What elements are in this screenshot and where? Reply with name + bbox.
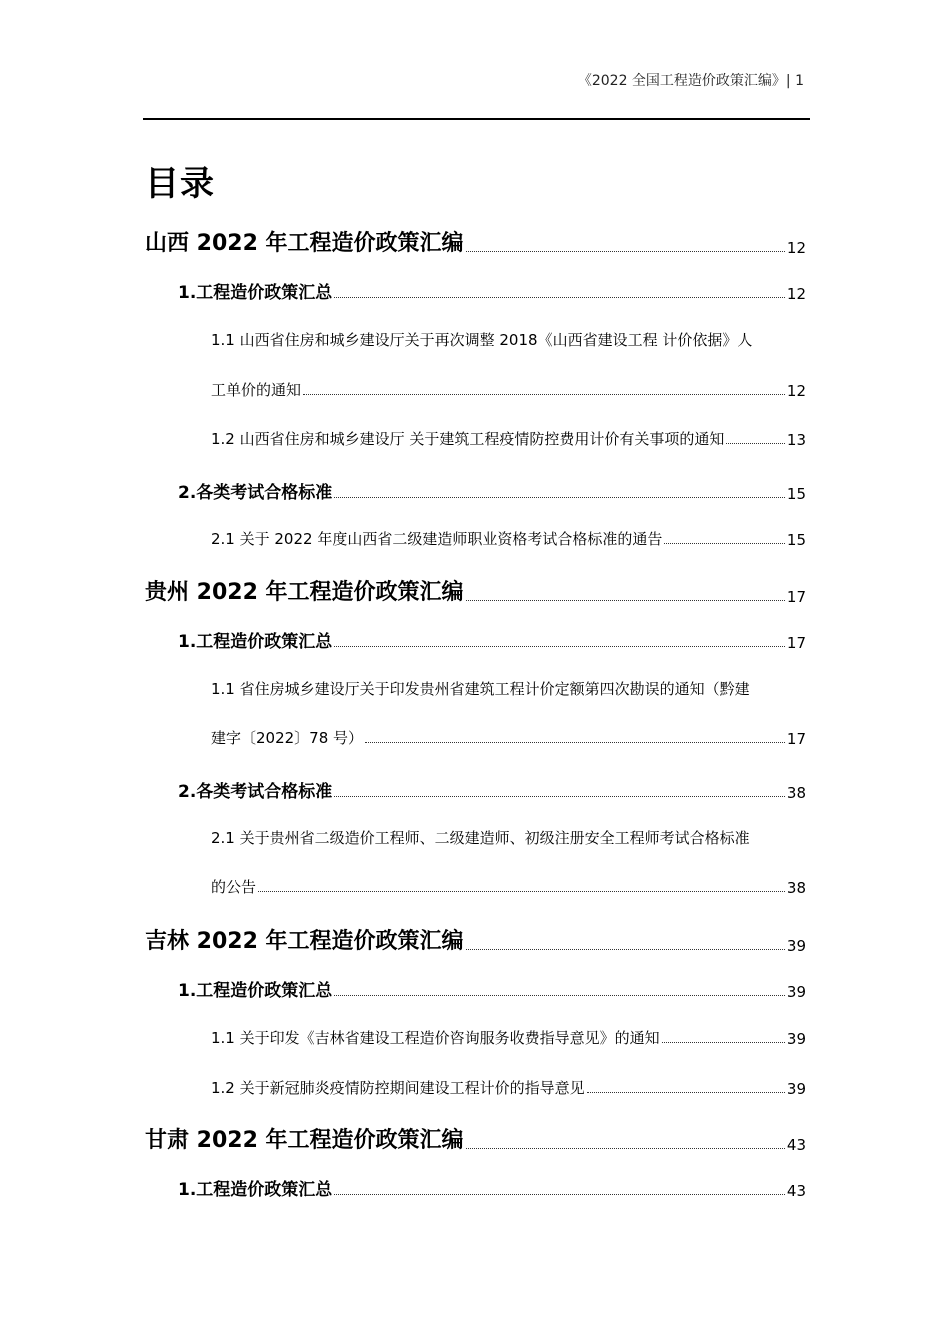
toc-entry-shanxi-2-1[interactable] bbox=[211, 528, 806, 549]
toc-entry-guizhou-2-1[interactable] bbox=[211, 876, 806, 897]
toc-entry-shanxi-1-1[interactable] bbox=[211, 379, 806, 400]
toc-page-number: 12 bbox=[786, 239, 806, 257]
toc-entry-label: 建字〔2022〕78 号） bbox=[211, 729, 364, 747]
dot-leader bbox=[334, 297, 785, 298]
toc-page-number: 38 bbox=[786, 784, 806, 802]
toc-entry-label: 1.2 山西省住房和城乡建设厅 关于建筑工程疫情防控费用计价有关事项的通知 bbox=[211, 430, 725, 448]
dot-leader bbox=[365, 742, 785, 743]
dot-leader bbox=[303, 394, 785, 395]
toc-entry-guizhou-1-1[interactable] bbox=[211, 727, 806, 748]
dot-leader bbox=[466, 949, 785, 950]
toc-entry-label: 吉林 2022 年工程造价政策汇编 bbox=[145, 929, 464, 954]
toc-entry-jilin[interactable] bbox=[145, 924, 806, 955]
toc-entry-shanxi[interactable] bbox=[145, 226, 806, 257]
toc-entry-label: 1.工程造价政策汇总 bbox=[178, 283, 333, 303]
toc-entry-label: 2.1 关于 2022 年度山西省二级建造师职业资格考试合格标准的通告 bbox=[211, 530, 663, 548]
dot-leader bbox=[466, 1148, 785, 1149]
dot-leader bbox=[662, 1042, 785, 1043]
dot-leader bbox=[334, 646, 785, 647]
dot-leader bbox=[334, 995, 785, 996]
toc-page-number: 15 bbox=[786, 531, 806, 549]
toc-page-number: 12 bbox=[786, 382, 806, 400]
toc-entry-label: 的公告 bbox=[211, 878, 257, 896]
toc-page-number: 39 bbox=[786, 1080, 806, 1098]
toc-entry-label: 1.工程造价政策汇总 bbox=[178, 1180, 333, 1200]
toc-entry-shanxi-policy-summary[interactable] bbox=[178, 278, 806, 303]
toc-page-number: 39 bbox=[786, 1030, 806, 1048]
toc-entry-label: 1.1 关于印发《吉林省建设工程造价咨询服务收费指导意见》的通知 bbox=[211, 1029, 660, 1047]
toc-entry-jilin-policy-summary[interactable] bbox=[178, 976, 806, 1001]
page-title: 目录 bbox=[145, 164, 215, 204]
toc-entry-jilin-1-1[interactable] bbox=[211, 1027, 806, 1048]
toc-entry-label: 2.各类考试合格标准 bbox=[178, 483, 333, 503]
toc-entry-guizhou[interactable] bbox=[145, 575, 806, 606]
toc-entry-gansu-policy-summary[interactable] bbox=[178, 1175, 806, 1200]
running-header: 《2022 全国工程造价政策汇编》| 1 bbox=[577, 73, 804, 89]
toc-page-number: 15 bbox=[786, 485, 806, 503]
dot-leader bbox=[466, 251, 785, 252]
toc-entry-line[interactable]: 1.1 省住房城乡建设厅关于印发贵州省建筑工程计价定额第四次勘误的通知（黔建 bbox=[211, 680, 750, 698]
dot-leader bbox=[664, 543, 785, 544]
dot-leader bbox=[466, 600, 785, 601]
toc-entry-label: 2.各类考试合格标准 bbox=[178, 782, 333, 802]
toc-entry-label: 山西 2022 年工程造价政策汇编 bbox=[145, 231, 464, 256]
header-rule bbox=[143, 118, 810, 120]
toc-entry-label: 1.工程造价政策汇总 bbox=[178, 981, 333, 1001]
toc-entry-label: 1.工程造价政策汇总 bbox=[178, 632, 333, 652]
toc-page-number: 43 bbox=[786, 1136, 806, 1154]
toc-page-number: 12 bbox=[786, 285, 806, 303]
toc-entry-shanxi-exam-standards[interactable] bbox=[178, 478, 806, 503]
toc-entry-label: 贵州 2022 年工程造价政策汇编 bbox=[145, 580, 464, 605]
dot-leader bbox=[334, 497, 785, 498]
toc-page-number: 39 bbox=[786, 937, 806, 955]
dot-leader bbox=[334, 796, 785, 797]
toc-page-number: 17 bbox=[786, 634, 806, 652]
toc-entry-shanxi-1-2[interactable] bbox=[211, 428, 806, 449]
toc-entry-guizhou-policy-summary[interactable] bbox=[178, 627, 806, 652]
toc-page-number: 38 bbox=[786, 879, 806, 897]
toc-entry-label: 甘肃 2022 年工程造价政策汇编 bbox=[145, 1128, 464, 1153]
dot-leader bbox=[587, 1092, 785, 1093]
dot-leader bbox=[726, 443, 785, 444]
toc-entry-line[interactable]: 1.1 山西省住房和城乡建设厅关于再次调整 2018《山西省建设工程 计价依据》人 bbox=[211, 331, 753, 349]
toc-entry-gansu[interactable] bbox=[145, 1123, 806, 1154]
toc-entry-label: 1.2 关于新冠肺炎疫情防控期间建设工程计价的指导意见 bbox=[211, 1079, 585, 1097]
toc-entry-jilin-1-2[interactable] bbox=[211, 1077, 806, 1098]
dot-leader bbox=[334, 1194, 785, 1195]
toc-page-number: 39 bbox=[786, 983, 806, 1001]
toc-page-number: 13 bbox=[786, 431, 806, 449]
dot-leader bbox=[258, 891, 785, 892]
toc-page-number: 43 bbox=[786, 1182, 806, 1200]
toc-page-number: 17 bbox=[786, 588, 806, 606]
toc-page-number: 17 bbox=[786, 730, 806, 748]
toc-entry-guizhou-exam-standards[interactable] bbox=[178, 777, 806, 802]
toc-entry-line[interactable]: 2.1 关于贵州省二级造价工程师、二级建造师、初级注册安全工程师考试合格标准 bbox=[211, 829, 750, 847]
toc-entry-label: 工单价的通知 bbox=[211, 381, 302, 399]
